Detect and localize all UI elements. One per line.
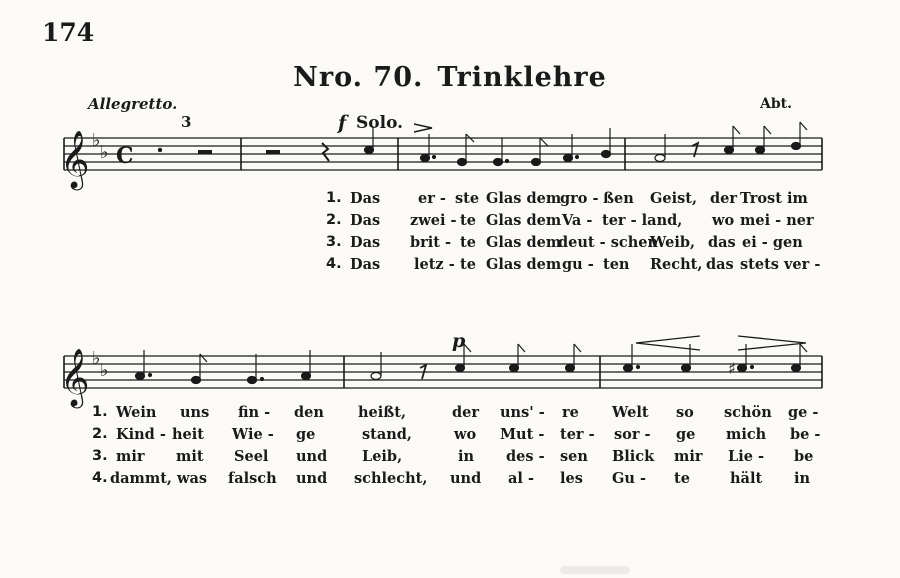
print-smudge xyxy=(560,566,630,574)
staff-lines-system-1 xyxy=(64,138,822,170)
svg-text:♯: ♯ xyxy=(728,359,736,378)
svg-text:♭: ♭ xyxy=(100,142,109,163)
page-number: 174 xyxy=(42,18,95,47)
common-time-icon: C xyxy=(116,143,134,169)
lyric-line: 4. dammt, was falsch und schlecht, und al - les Gu - te hält in xyxy=(92,470,811,487)
song-number: Nro. 70. xyxy=(293,62,424,93)
lyric-line: 3. mir mit Seel und Leib, in des - sen Blick mir Lie - be xyxy=(92,448,814,465)
song-title: Trinklehre xyxy=(437,62,607,93)
svg-text:♭: ♭ xyxy=(100,360,109,381)
dynamic-piano: p xyxy=(452,330,466,352)
lyric-line: 4. Das letz - te Glas dem gu - ten Recht, das stets ver - xyxy=(326,256,821,273)
lyric-line: 2. Das zwei - te Glas dem Va - ter - land, wo mei - ner xyxy=(326,212,814,229)
composer-name: Abt. xyxy=(760,96,792,112)
solo-label: Solo. xyxy=(356,113,404,133)
treble-clef-icon: 𝄞 xyxy=(60,348,90,406)
dynamic-forte: f xyxy=(338,112,347,134)
decrescendo-hairpin xyxy=(738,336,806,350)
lyric-line: 1. Das er - ste Glas dem gro - ßen Geist, der Trost im xyxy=(326,190,808,207)
treble-clef-icon: 𝄞 xyxy=(60,130,90,188)
lyric-line: 2. Kind - heit Wie - ge stand, wo Mut - ter - sor - ge mich be - xyxy=(92,426,821,443)
svg-text:♭: ♭ xyxy=(92,130,101,151)
tempo-marking: Allegretto. xyxy=(88,95,178,113)
lyric-line: 1. Wein uns fin - den heißt, der uns' - re Welt so schön ge - xyxy=(92,404,819,421)
staff-lines-system-2 xyxy=(64,356,822,388)
lyric-line: 3. Das brit - te Glas dem deut - schen Weib, das ei - gen xyxy=(326,234,803,251)
triplet-mark: 3 xyxy=(181,113,192,131)
svg-text:♭: ♭ xyxy=(92,348,101,369)
